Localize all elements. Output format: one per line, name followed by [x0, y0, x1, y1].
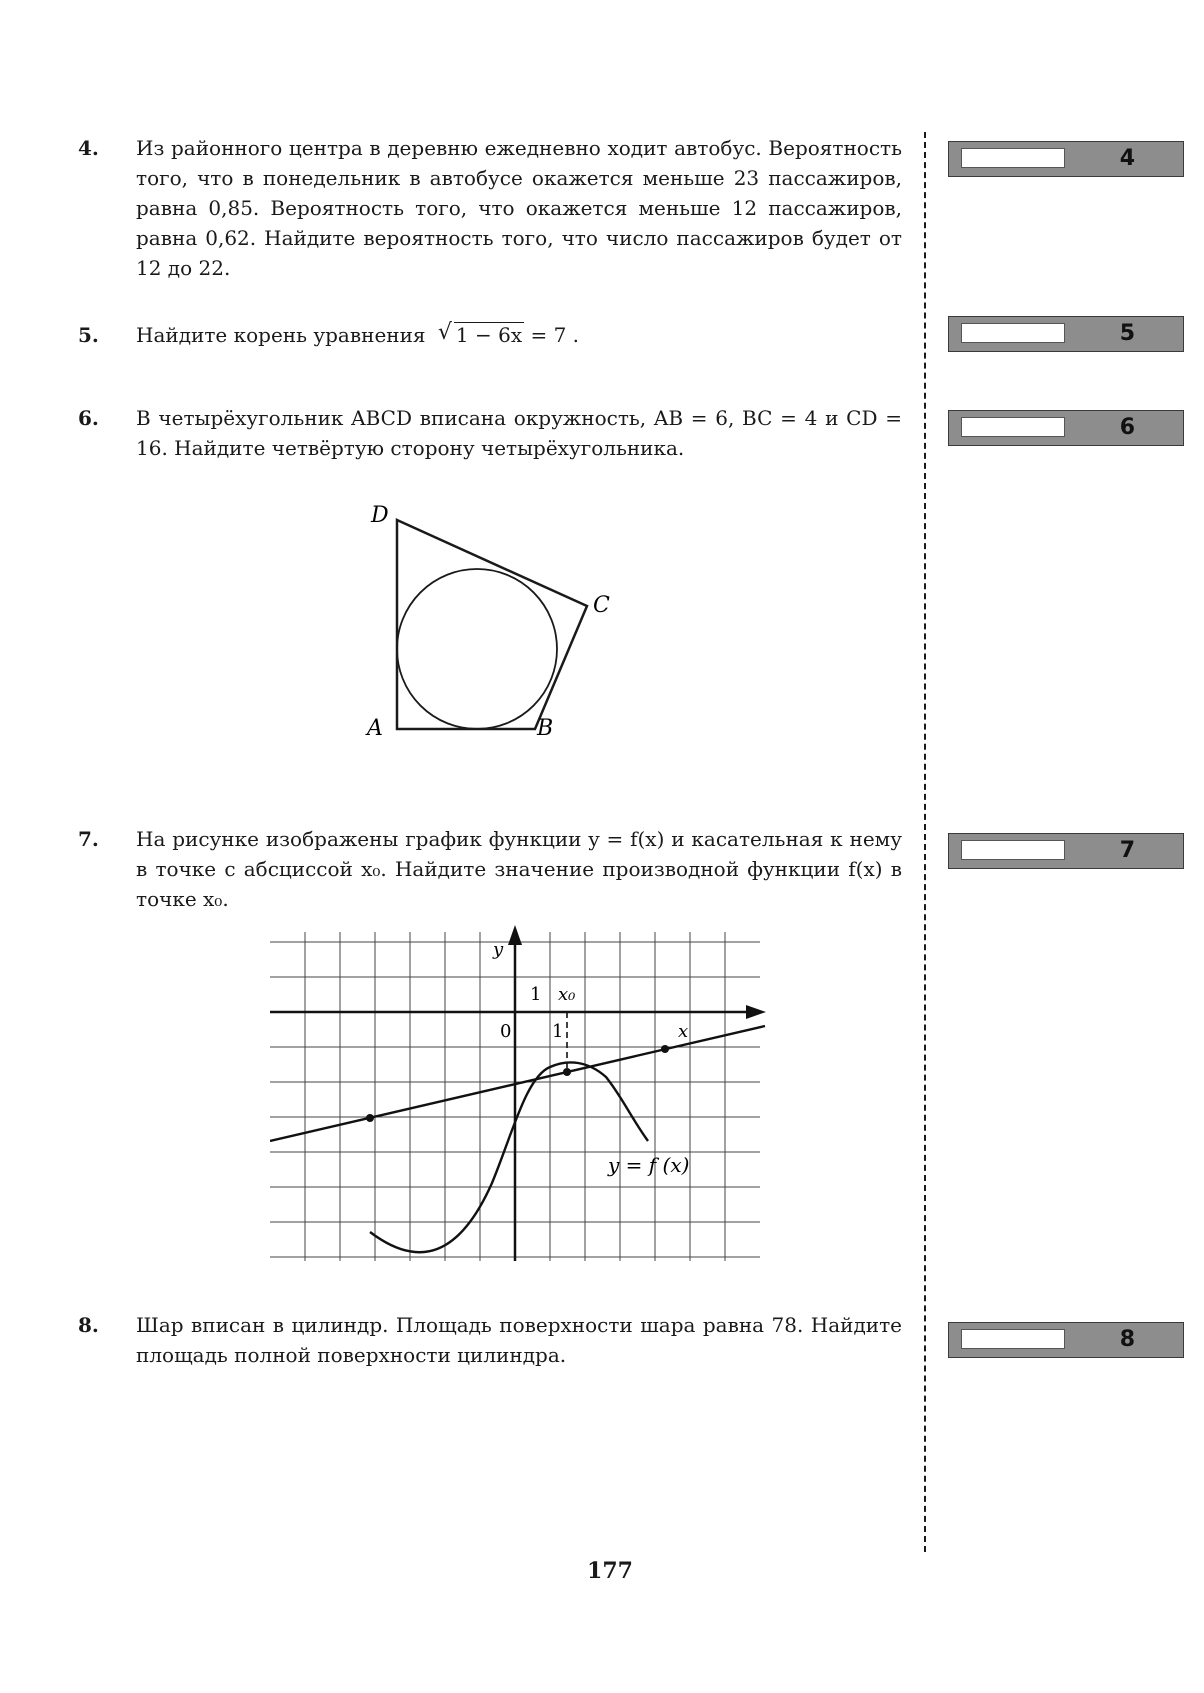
quadrilateral-abcd [397, 520, 587, 729]
inscribed-circle-figure [355, 500, 625, 750]
equation-intro: Найдите корень уравнения [136, 323, 426, 347]
vertex-label-b: B [537, 716, 554, 741]
page-number: 177 [587, 1558, 633, 1584]
problem-text: Из районного центра в деревню ежедневно ходит автобус. Вероятность того, что в понедельник в автобусе окажется меньше 23 пассажиров, равна 0,85. Вероятность того, что окажется меньше 12 пассажиров, равна 0,62. Найдите вероятность того, что число пассажиров будет от 12 до 22. [136, 136, 902, 280]
problem-number: 5. [78, 323, 99, 347]
problem-text: В четырёхугольник ABCD вписана окружность, AB = 6, BC = 4 и CD = 16. Найдите четвёртую сторону четырёхугольника. [136, 406, 902, 460]
radical-sign: √ [437, 320, 452, 345]
function-curve [370, 1062, 648, 1252]
tangent-point-left [366, 1114, 374, 1122]
unit-x-label: 1 [552, 1021, 564, 1042]
answer-field[interactable] [961, 840, 1065, 860]
equation-rhs: = 7 . [524, 323, 580, 347]
dashed-cut-line [924, 132, 926, 1552]
answer-box-label: 7 [1119, 838, 1135, 863]
problem-number: 6. [78, 406, 99, 430]
unit-y-label: 1 [530, 984, 542, 1005]
vertex-label-c: C [593, 593, 610, 618]
answer-field[interactable] [961, 417, 1065, 437]
answer-field[interactable] [961, 1329, 1065, 1349]
vertex-label-d: D [371, 503, 389, 528]
answer-box-6 [948, 410, 1184, 446]
problem-number: 8. [78, 1313, 99, 1337]
problem-text: На рисунке изображены график функции y = f(x) и касательная к нему в точке с абсциссой x₀. Найдите значение производной функции f(x) в точке x₀. [136, 827, 902, 911]
radicand: 1 − 6x [455, 323, 523, 347]
tangency-point [563, 1068, 571, 1076]
inscribed-circle [397, 569, 557, 729]
origin-label: 0 [500, 1021, 512, 1042]
answer-box-7 [948, 833, 1184, 869]
answer-box-5 [948, 316, 1184, 352]
square-root-expression [438, 320, 524, 350]
answer-field[interactable] [961, 323, 1065, 343]
answer-box-label: 6 [1119, 415, 1135, 440]
answer-box-4 [948, 141, 1184, 177]
function-label: y = f (x) [608, 1153, 690, 1177]
problem-text [136, 320, 902, 350]
answer-box-label: 8 [1119, 1327, 1135, 1352]
problem-number: 4. [78, 136, 99, 160]
problem-text: Шар вписан в цилиндр. Площадь поверхности шара равна 78. Найдите площадь полной поверхности цилиндра. [136, 1313, 902, 1367]
x-axis-arrow [746, 1005, 766, 1019]
tangent-point-right [661, 1045, 669, 1053]
answer-box-label: 5 [1119, 321, 1135, 346]
answer-field[interactable] [961, 148, 1065, 168]
y-axis-arrow [508, 925, 522, 945]
x-axis-label: x [678, 1021, 689, 1042]
problem-number: 7. [78, 827, 99, 851]
y-axis-label: y [493, 939, 504, 960]
function-graph-figure [270, 925, 770, 1265]
vertex-label-a: A [367, 716, 383, 741]
answer-box-label: 4 [1119, 146, 1135, 171]
x0-label: x₀ [558, 984, 576, 1005]
answer-box-8 [948, 1322, 1184, 1358]
tangent-line [270, 1026, 765, 1141]
